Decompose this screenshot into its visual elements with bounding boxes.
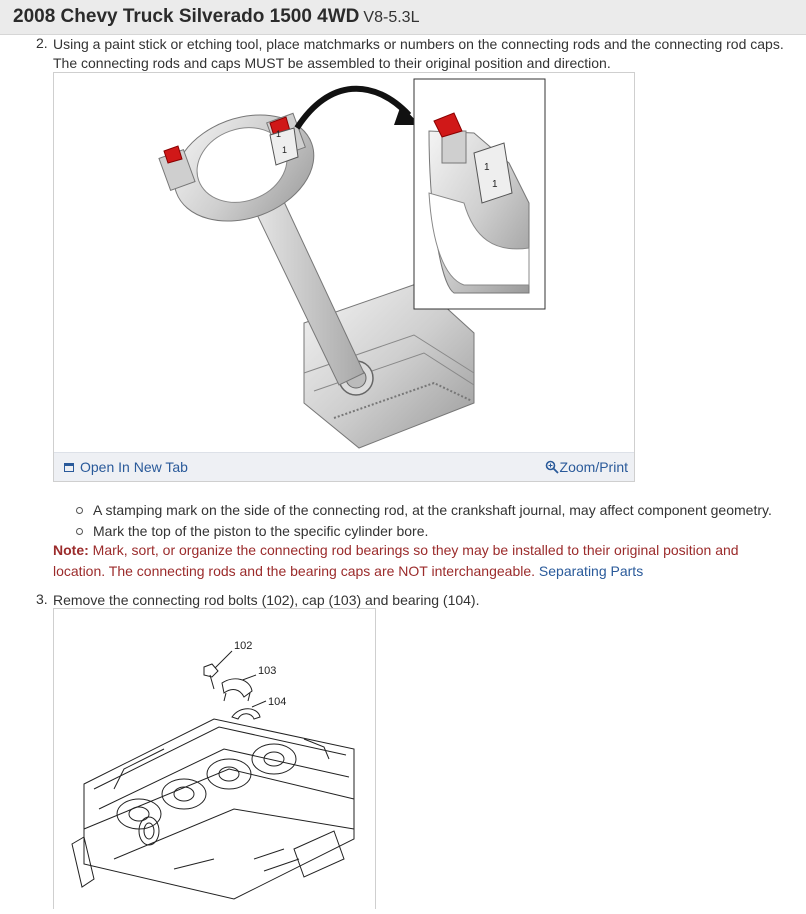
page-header <box>0 0 806 35</box>
figure-toolbar <box>54 452 634 481</box>
separating-parts-link[interactable]: Separating Parts <box>538 563 644 579</box>
zoom-print-link[interactable] <box>545 459 628 475</box>
open-in-new-tab-link[interactable] <box>64 459 188 475</box>
open-tab-label: Open In New Tab <box>80 459 188 475</box>
engine-block-illustration <box>54 609 375 909</box>
bullet-icon <box>76 507 83 514</box>
zoom-label: Zoom/Print <box>559 459 628 475</box>
connecting-rod-figure <box>53 72 635 482</box>
rod-mark-2: 1 <box>282 145 288 155</box>
detail-mark-2: 1 <box>492 179 498 190</box>
new-tab-icon <box>64 463 74 472</box>
vehicle-title: 2008 Chevy Truck Silverado 1500 4WD <box>13 6 360 27</box>
step-text-line: The connecting rods and caps MUST be assembled to their original position and direction. <box>53 55 611 71</box>
list-item <box>93 523 428 539</box>
bullet-icon <box>76 528 83 535</box>
page-title <box>13 6 419 28</box>
detail-inset <box>414 79 545 309</box>
note-text: Mark, sort, or organize the connecting rod bearings so they may be installed to their original position and <box>92 542 739 558</box>
engine-block-figure <box>53 608 376 909</box>
callout-103: 103 <box>258 665 277 677</box>
note-block <box>53 540 793 582</box>
note-label: Note: <box>53 542 89 558</box>
list-item <box>93 502 772 518</box>
step-text-line: Using a paint stick or etching tool, place matchmarks or numbers on the connecting rods and the connecting rod caps. <box>53 36 784 52</box>
bullet-text: Mark the top of the piston to the specific cylinder bore. <box>93 523 429 539</box>
detail-mark-1: 1 <box>484 162 490 173</box>
step-text-line: Remove the connecting rod bolts (102), cap (103) and bearing (104). <box>53 592 480 608</box>
callout-102: 102 <box>234 640 253 652</box>
step-number: 3. <box>36 591 48 607</box>
step-number: 2. <box>36 35 48 51</box>
step-text <box>53 35 784 73</box>
connecting-rod-illustration <box>54 73 634 451</box>
rod-mark-1: 1 <box>276 129 282 139</box>
magnifier-icon <box>545 460 559 474</box>
bullet-text: A stamping mark on the side of the connecting rod, at the crankshaft journal, may affect component geometry. <box>93 502 772 518</box>
engine-label: V8-5.3L <box>363 9 420 26</box>
callout-104: 104 <box>268 696 287 708</box>
note-text: location. The connecting rods and the bearing caps are NOT interchangeable. <box>53 563 536 579</box>
